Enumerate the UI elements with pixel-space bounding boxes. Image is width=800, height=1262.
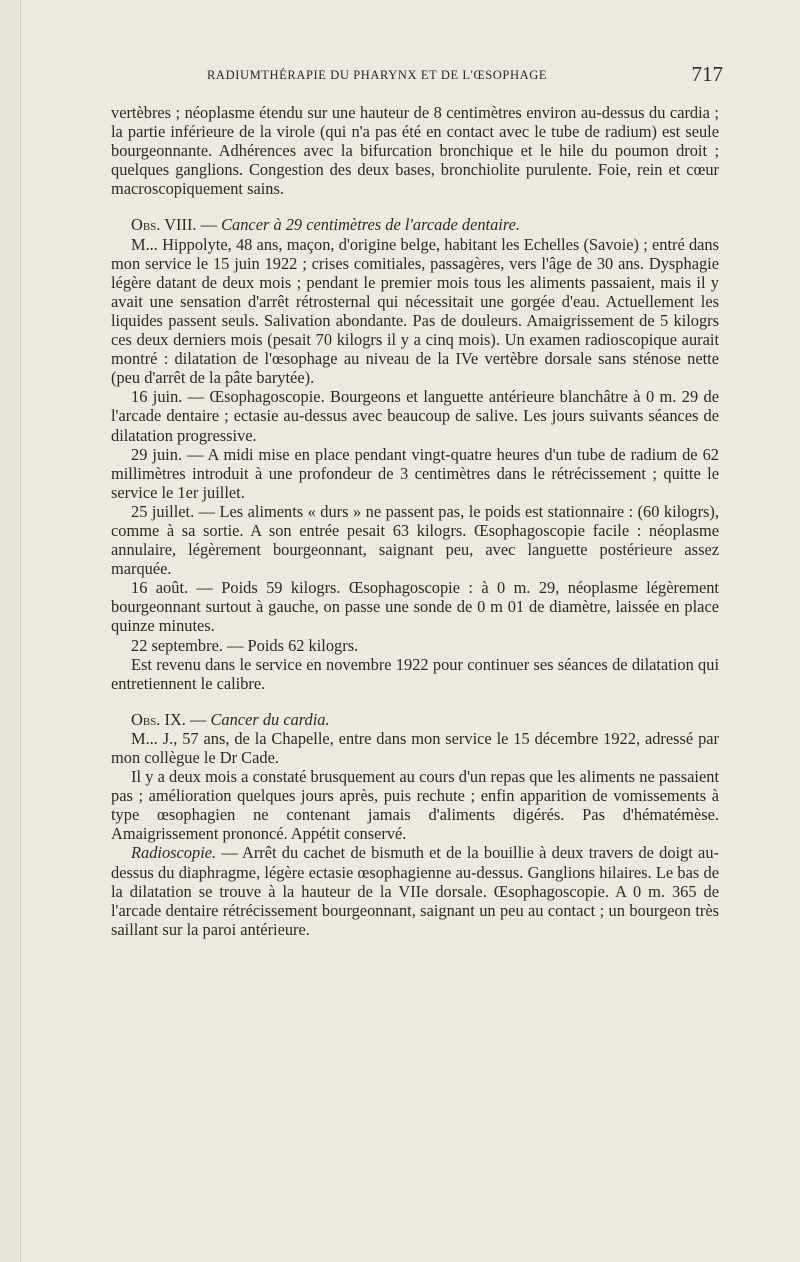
observation-8-heading <box>111 215 719 234</box>
obs-separator: — <box>185 709 211 729</box>
obs-label: Obs. IX. <box>131 709 186 729</box>
page-number: 717 <box>691 62 723 86</box>
obs-separator: — <box>196 215 222 235</box>
paragraph: Il y a deux mois a constaté brusquement au cours d'un repas que les aliments ne passaient pas ; amélioration quelques jours après, puis rechute ; enfin apparition de vomissements à type œsophagien ne contenant jamais d'aliments digérés. Pas d'hématémèse. Amaigrissement prononcé. Appétit conservé. <box>111 767 719 844</box>
paragraph: 16 août. — Poids 59 kilogrs. Œsophagoscopie : à 0 m. 29, néoplasme légèrement bourgeonnant surtout à gauche, on passe une sonde de 0 m 01 de diamètre, laissée en place quinze minutes. <box>111 578 719 636</box>
paragraph: M... J., 57 ans, de la Chapelle, entre dans mon service le 15 décembre 1922, adressé par mon collègue le Dr Cade. <box>111 728 719 767</box>
paragraph: 29 juin. — A midi mise en place pendant vingt-quatre heures d'un tube de radium de 62 millimètres introduit à une profondeur de 3 centimètres dans le rétrécissement ; quitte le service le 1er juillet. <box>111 444 719 502</box>
obs-title: Cancer à 29 centimètres de l'arcade dentaire. <box>221 215 521 235</box>
paragraph: 16 juin. — Œsophagoscopie. Bourgeons et languette antérieure blanchâtre à 0 m. 29 de l'arcade dentaire ; ectasie au-dessus avec beaucoup de salive. Les jours suivants séances de dilatation progressive. <box>111 387 719 445</box>
obs-title: Cancer du cardia. <box>210 709 330 729</box>
running-title: RADIUMTHÉRAPIE DU PHARYNX ET DE L'ŒSOPHAGE <box>207 68 548 82</box>
obs-label: Obs. VIII. <box>131 215 197 235</box>
paragraph: 22 septembre. — Poids 62 kilogrs. <box>131 635 359 655</box>
scanned-page <box>20 0 800 1262</box>
paragraph: M... Hippolyte, 48 ans, maçon, d'origine belge, habitant les Echelles (Savoie) ; entré dans mon service le 15 juin 1922 ; crises comitiales, passagères, vers l'âge de 30 ans. Dysphagie légère datant de deux mois ; pendant le premier mois tous les aliments passaient, mais il y avait une sensation d'arrêt rétrosternal qui nécessitait une gorgée d'eau. Actuellement les liquides passent seuls. Salivation abondante. Pas de douleurs. Amaigrissement de 5 kilogrs ces deux derniers mois (pesait 70 kilogrs il y a cinq mois). Un examen radioscopique aurait montré : dilatation de l'œsophage au niveau de la IVe vertèbre dorsale sans sténose nette (peu d'arrêt de la pâte barytée). <box>111 234 719 388</box>
observation-9-heading <box>111 710 719 729</box>
paragraph: 25 juillet. — Les aliments « durs » ne passent pas, le poids est stationnaire : (60 kilogrs), comme à sa sortie. A son entrée pesait 63 kilogrs. Œsophagoscopie facile : néoplasme annulaire, légèrement bourgeonnant, saignant peu, avec languette postérieure assez marquée. <box>111 501 719 579</box>
paragraph-continuation: vertèbres ; néoplasme étendu sur une hauteur de 8 centimètres environ au-dessus du cardia ; la partie inférieure de la virole (qui n'a pas été en contact avec le tube de radium) est seule bourgeonnante. Adhérences avec la bifurcation bronchique et le hile du poumon droit ; quelques ganglions. Congestion des deux bases, bronchiolite purulente. Foie, rein et cœur macroscopiquement sains. <box>111 103 719 199</box>
paragraph <box>111 843 719 938</box>
page-header <box>207 64 727 86</box>
paragraph-lead: Radioscopie. <box>131 843 217 863</box>
paragraph-rest: — Arrêt du cachet de bismuth et de la bouillie à deux travers de doigt au-dessus du diaphragme, légère ectasie œsophagienne au-dessus. Ganglions hilaires. Le bas de la dilatation se trouve à la hauteur de la VIIe dorsale. Œsophagoscopie. A 0 m. 365 de l'arcade dentaire rétrécissement bourgeonnant, saignant un peu au contact ; un bourgeon très saillant sur la paroi antérieure. <box>111 843 719 939</box>
paragraph: Est revenu dans le service en novembre 1922 pour continuer ses séances de dilatation qui entretiennent le calibre. <box>111 654 719 693</box>
body-text <box>111 103 719 939</box>
